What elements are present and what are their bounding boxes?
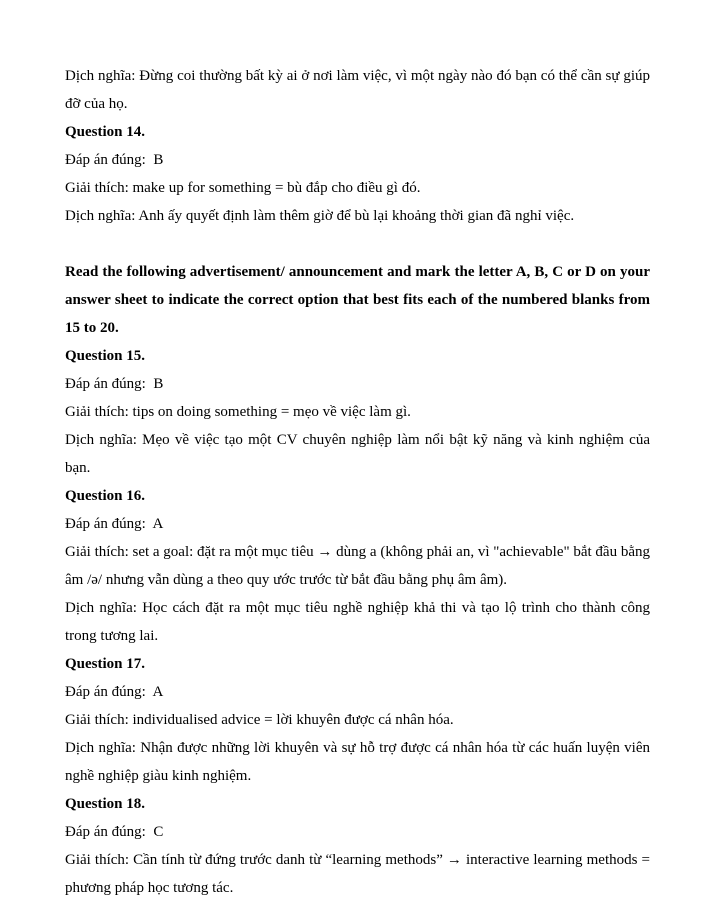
explanation-paragraph: Giải thích: make up for something = bù đắp cho điều gì đó. [65,180,421,196]
question-heading-paragraph: Question 15. [65,348,146,364]
answer-paragraph: Đáp án đúng: B [65,152,164,168]
answer-paragraph: Đáp án đúng: C [65,824,164,840]
instruction-paragraph: Read the following advertisement/ announcement and mark the letter A, B, C or D on your answer sheet to indicate the correct option that best fits each of the numbered blanks from 15 to 20. [65,264,650,336]
translation-paragraph: Dịch nghĩa: Đừng coi thường bất kỳ ai ở nơi làm việc, vì một ngày nào đó bạn có thể cần sự giúp đỡ của họ. [65,68,650,112]
answer-paragraph: Đáp án đúng: A [65,516,164,532]
explanation-paragraph: Giải thích: tips on doing something = mẹo về việc làm gì. [65,404,411,420]
explanation-paragraph: Giải thích: set a goal: đặt ra một mục tiêu → dùng a (không phải an, vì "achievable" bắt đầu bằng âm /ə/ nhưng vẫn dùng a theo quy ước trước từ bắt đầu bằng phụ âm âm). [65,544,650,588]
explanation-paragraph: Giải thích: Cần tính từ đứng trước danh từ “learning methods” → interactive learning methods = phương pháp học tương tác. [65,852,650,896]
answer-paragraph: Đáp án đúng: B [65,376,164,392]
explanation-paragraph: Giải thích: individualised advice = lời khuyên được cá nhân hóa. [65,712,454,728]
answer-paragraph: Đáp án đúng: A [65,684,164,700]
translation-paragraph: Dịch nghĩa: Học cách đặt ra một mục tiêu nghề nghiệp khả thi và tạo lộ trình cho thành công trong tương lai. [65,600,650,644]
question-heading-paragraph: Question 14. [65,124,146,140]
question-heading-paragraph: Question 16. [65,488,146,504]
translation-paragraph: Dịch nghĩa: Anh ấy quyết định làm thêm giờ để bù lại khoảng thời gian đã nghỉ việc. [65,208,575,224]
question-heading-paragraph: Question 17. [65,656,146,672]
question-heading-paragraph: Question 18. [65,796,146,812]
translation-paragraph: Dịch nghĩa: Nhận được những lời khuyên và sự hỗ trợ được cá nhân hóa từ các huấn luyện viên nghề nghiệp giàu kinh nghiệm. [65,740,650,784]
translation-paragraph: Dịch nghĩa: Mẹo về việc tạo một CV chuyên nghiệp làm nổi bật kỹ năng và kinh nghiệm của bạn. [65,432,650,476]
document-body [65,62,650,902]
